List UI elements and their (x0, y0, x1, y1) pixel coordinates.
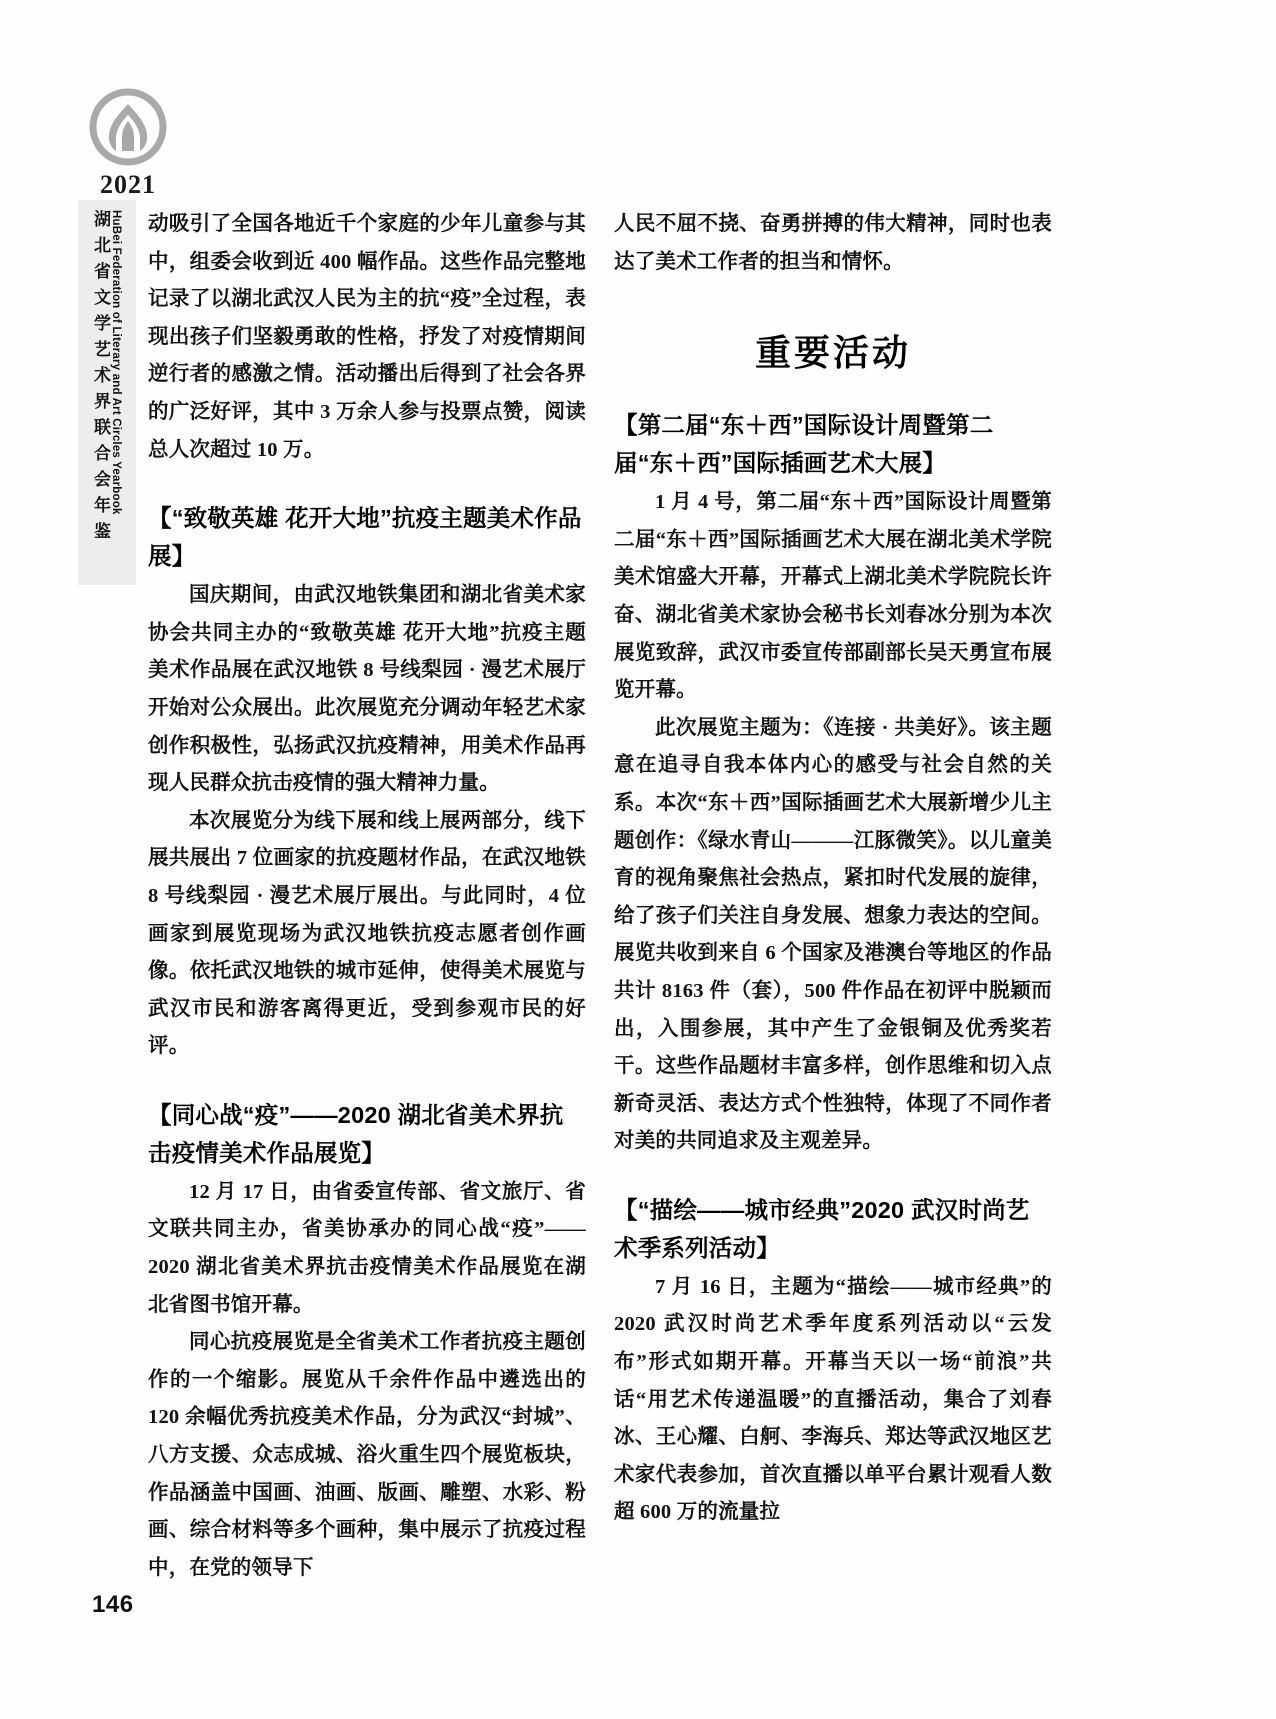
left-paragraph-continued: 动吸引了全国各地近千个家庭的少年儿童参与其中，组委会收到近 400 幅作品。这些作品完整地记录了以湖北武汉人民为主的抗“疫”全过程，表现出孩子们坚毅勇敢的性格，抒发了对疫情期间逆行者的感激之情。活动播出后得到了社会各界的广泛好评，其中 3 万余人参与投票点赞，阅读总人次超过 10 万。 (148, 213, 586, 461)
right-paragraph-1-2: 此次展览主题为：《连接 · 共美好》。该主题意在追寻自我本体内心的感受与社会自然的关系。本次“东＋西”国际插画艺术大展新增少儿主题创作：《绿水青山———江豚微笑》。以儿童美育的视角聚焦社会热点，紧扣时代发展的旋律，给了孩子们关注自身发展、想象力表达的空间。展览共收到来自 6 个国家及港澳台等地区的作品共计 8163 件（套），500 件作品在初评中脱颖而出，入围参展，其中产生了金银铜及优秀奖若干。这些作品题材丰富多样，创作思维和切入点新奇灵活、表达方式个性独特，体现了不同作者对美的共同追求及主观差异。 (614, 716, 1052, 1153)
right-paragraph-1-1: 1 月 4 号，第二届“东＋西”国际设计周暨第二届“东＋西”国际插画艺术大展在湖北美术学院美术馆盛大开幕，开幕式上湖北美术学院院长许奋、湖北省美术家协会秘书长刘春冰分别为本次展览致辞，武汉市委宣传部副部长吴天勇宣布展览开幕。 (614, 491, 1052, 702)
right-heading-east-west-design-week: 【第二届“东＋西”国际设计周暨第二届“东＋西”国际插画艺术大展】 (614, 412, 994, 477)
left-heading-zhijing-yingxiong: 【“致敬英雄 花开大地”抗疫主题美术作品展】 (148, 505, 582, 570)
masthead-year: 2021 (100, 170, 156, 199)
left-paragraph-2-1: 12 月 17 日，由省委宣传部、省文旅厅、省文联共同主办，省美协承办的同心战“疫”——2020 湖北省美术界抗击疫情美术作品展览在湖北省图书馆开幕。 (148, 1180, 586, 1316)
section-title-important-activities: 重要活动 (754, 332, 911, 374)
left-column (148, 206, 586, 1587)
right-paragraph-continued: 人民不屈不挠、奋勇拼搏的伟大精神，同时也表达了美术工作者的担当和情怀。 (614, 213, 1052, 273)
running-head-chinese: 湖北省文学艺术界联合会年鉴 (91, 210, 110, 548)
masthead (68, 88, 188, 200)
left-paragraph-1-1: 国庆期间，由武汉地铁集团和湖北省美术家协会共同主办的“致敬英雄 花开大地”抗疫主题美术作品展在武汉地铁 8 号线梨园 · 漫艺术展厅开始对公众展出。此次展览充分调动年轻艺术家创作积极性，弘扬武汉抗疫精神，用美术作品再现人民群众抗击疫情的强大精神力量。 (148, 584, 586, 795)
right-heading-city-classics: 【“描绘——城市经典”2020 武汉时尚艺术季系列活动】 (614, 1196, 1030, 1261)
running-head (78, 200, 136, 585)
right-paragraph-2-1: 7 月 16 日，主题为“描绘——城市经典”的 2020 武汉时尚艺术季年度系列活动以“云发布”形式如期开幕。开幕当天以一场“前浪”共话“用艺术传递温暖”的直播活动，集合了刘春冰、王心耀、白舸、李海兵、郑达等武汉地区艺术家代表参加，首次直播以单平台累计观看人数超 600 万的流量拉 (614, 1275, 1052, 1524)
running-head-english: HuBei Federation of Literary and Art Circles Yearbook (110, 210, 122, 515)
left-paragraph-2-2: 同心抗疫展览是全省美术工作者抗疫主题创作的一个缩影。展览从千余件作品中遴选出的 120 余幅优秀抗疫美术作品，分为武汉“封城”、八方支援、众志成城、浴火重生四个展览板块，作品涵盖中国画、油画、版画、雕塑、水彩、粉画、综合材料等多个画种，集中展示了抗疫过程中，在党的领导下 (148, 1331, 586, 1579)
page-number: 146 (92, 1591, 134, 1618)
right-column (614, 206, 1052, 1532)
left-paragraph-1-2: 本次展览分为线下展和线上展两部分，线下展共展出 7 位画家的抗疫题材作品，在武汉地铁 8 号线梨园 · 漫艺术展厅展出。与此同时，4 位画家到展览现场为武汉地铁抗疫志愿者创作画像。依托武汉地铁的城市延伸，使得美术展览与武汉市民和游客离得更近，受到参观市民的好评。 (148, 809, 586, 1058)
hubei-federation-emblem-icon (89, 88, 167, 166)
left-heading-tongxinzhanyi: 【同心战“疫”——2020 湖北省美术界抗击疫情美术作品展览】 (148, 1101, 564, 1166)
